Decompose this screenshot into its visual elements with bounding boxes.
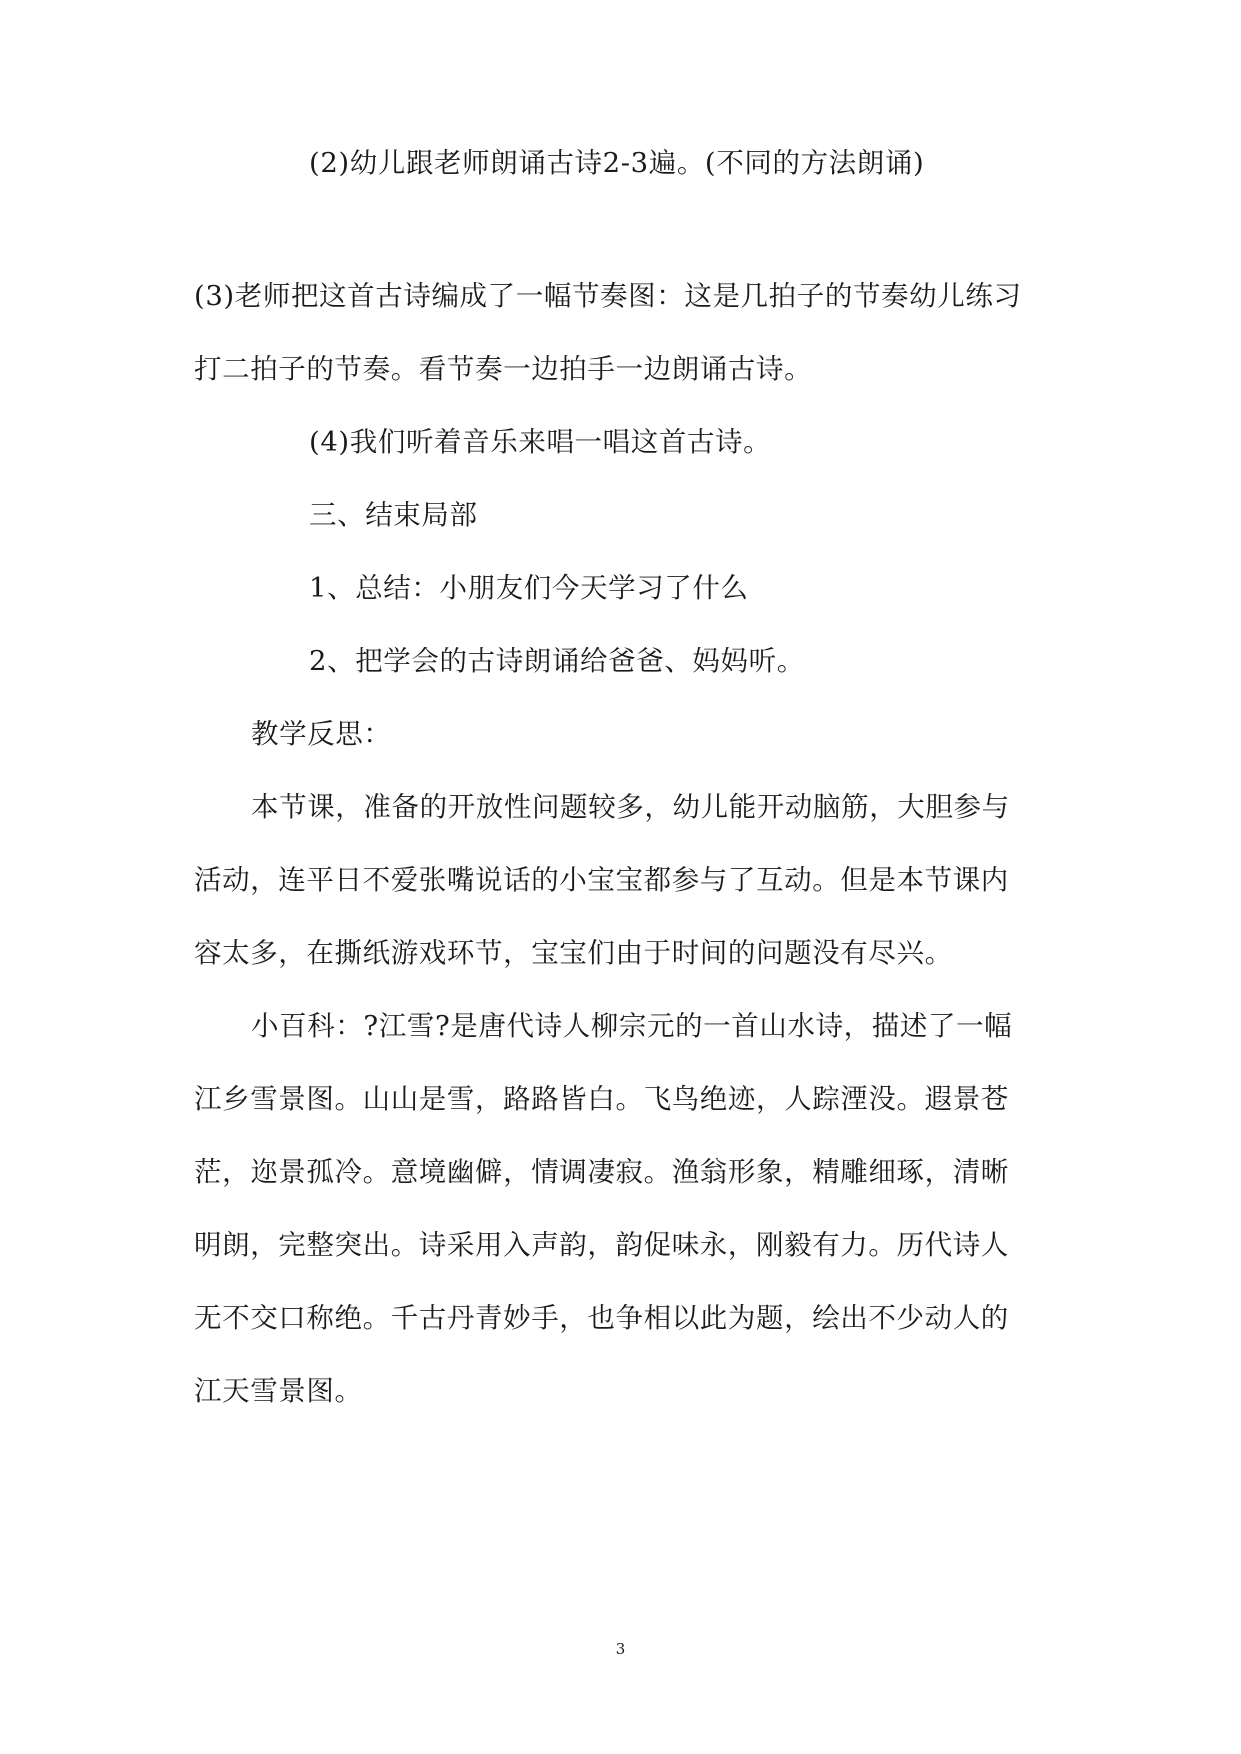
encyclopedia-line-5: 无不交口称绝。千古丹青妙手，也争相以此为题，绘出不少动人的 bbox=[194, 1302, 1009, 1334]
reflection-line-3: 容太多，在撕纸游戏环节，宝宝们由于时间的问题没有尽兴。 bbox=[194, 937, 953, 969]
step-4-line: (4)我们听着音乐来唱一唱这首古诗。 bbox=[309, 426, 772, 458]
reflection-heading: 教学反思： bbox=[251, 718, 392, 750]
section-heading-ending: 三、结束局部 bbox=[309, 499, 478, 531]
reflection-line-1: 本节课，准备的开放性问题较多，幼儿能开动脑筋，大胆参与 bbox=[251, 791, 1010, 823]
step-2-line: (2)幼儿跟老师朗诵古诗2-3遍。(不同的方法朗诵) bbox=[309, 147, 925, 179]
reflection-line-2: 活动，连平日不爱张嘴说话的小宝宝都参与了互动。但是本节课内 bbox=[194, 864, 1009, 896]
page-number: 3 bbox=[615, 1640, 626, 1658]
ending-item-1: 1、总结：小朋友们今天学习了什么 bbox=[309, 572, 749, 604]
encyclopedia-line-4: 明朗，完整突出。诗采用入声韵，韵促味永，刚毅有力。历代诗人 bbox=[194, 1229, 1009, 1261]
step-3-line-2: 打二拍子的节奏。看节奏一边拍手一边朗诵古诗。 bbox=[194, 353, 813, 385]
encyclopedia-line-6: 江天雪景图。 bbox=[194, 1375, 363, 1407]
encyclopedia-line-3: 茫，迩景孤冷。意境幽僻，情调凄寂。渔翁形象，精雕细琢，清晰 bbox=[194, 1156, 1009, 1188]
step-3-line-1: (3)老师把这首古诗编成了一幅节奏图：这是几拍子的节奏幼儿练习 bbox=[194, 280, 1022, 312]
encyclopedia-line-2: 江乡雪景图。山山是雪，路路皆白。飞鸟绝迹，人踪湮没。遐景苍 bbox=[194, 1083, 1009, 1115]
encyclopedia-line-1: 小百科：?江雪?是唐代诗人柳宗元的一首山水诗，描述了一幅 bbox=[251, 1010, 1013, 1042]
ending-item-2: 2、把学会的古诗朗诵给爸爸、妈妈听。 bbox=[309, 645, 805, 677]
